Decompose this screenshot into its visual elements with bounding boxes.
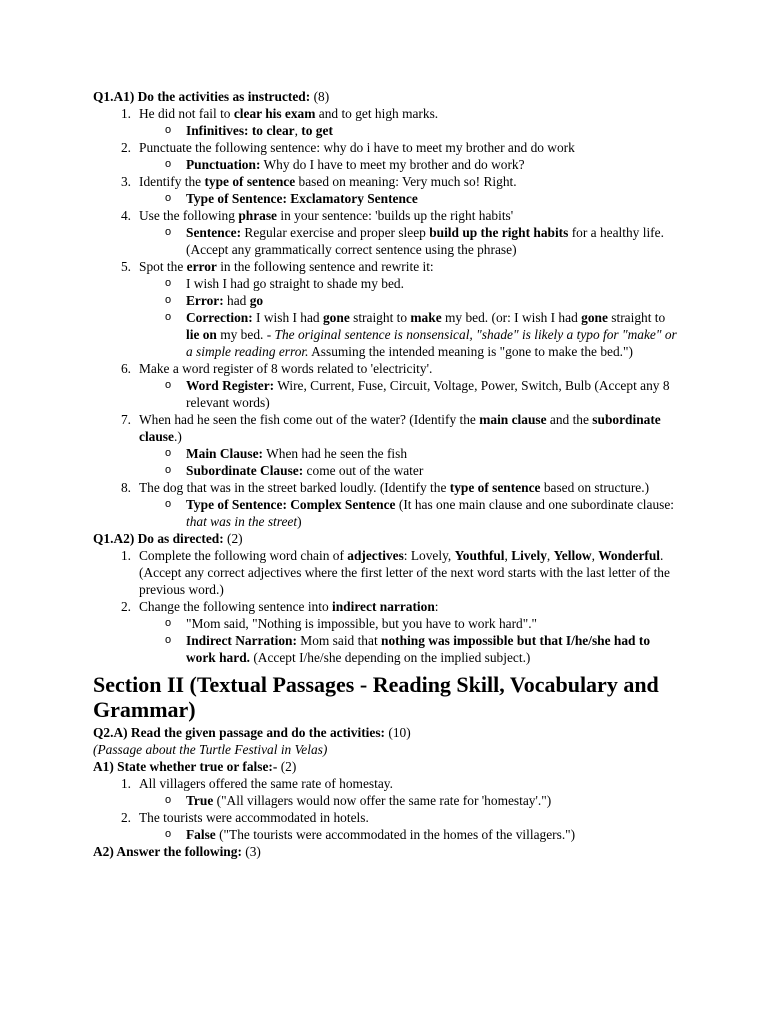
list-item: 6. Make a word register of 8 words related to 'electricity'. o Word Register: Wire, Current, Fuse, Circuit, Voltage, Power, Switch, Bulb (Accept any 8 relevant words) (93, 360, 678, 411)
passage-note: (Passage about the Turtle Festival in Velas) (93, 742, 328, 757)
sub-item: o True ("All villagers would now offer the same rate for 'homestay'.") (165, 793, 552, 808)
sub-item: o Error: had go (165, 293, 264, 308)
sub-item: o Infinitives: to clear, to get (165, 123, 333, 138)
sub-item: o Punctuation: Why do I have to meet my brother and do work? (165, 157, 525, 172)
sub-item: o "Mom said, "Nothing is impossible, but you have to work hard"." (165, 616, 538, 631)
section-heading: Section II (Textual Passages - Reading Skill, Vocabulary and Grammar) (93, 672, 659, 722)
sub-item: o Sentence: Regular exercise and proper sleep build up the right habits for a healthy life. (Accept any grammatically correct sentence using the phrase) (165, 225, 664, 257)
list-item: 7. When had he seen the fish come out of the water? (Identify the main clause and the subordinate clause.) o Main Clause: When had he seen the fish o Subordinate Clause: come out of the water (93, 411, 678, 479)
sub-item: o Type of Sentence: Exclamatory Sentence (165, 191, 418, 206)
q1a2-heading: Q1.A2) Do as directed: (2) (93, 531, 243, 546)
q1a1-list (93, 105, 678, 530)
sub-item: o Word Register: Wire, Current, Fuse, Circuit, Voltage, Power, Switch, Bulb (Accept any 8 relevant words) (165, 378, 670, 410)
sub-item: o Indirect Narration: Mom said that nothing was impossible but that I/he/she had to work hard. (Accept I/he/she depending on the implied subject.) (165, 633, 651, 665)
list-item: 2. The tourists were accommodated in hotels. o False ("The tourists were accommodated in the homes of the villagers.") (93, 809, 678, 843)
list-item: 2. Change the following sentence into indirect narration: o "Mom said, "Nothing is impossible, but you have to work hard"." o Indirect Narration: Mom said that nothing was impossible but that I/he/she had to work hard. (Accept I/he/she depending on the implied subject.) (93, 598, 678, 666)
sub-item: o False ("The tourists were accommodated in the homes of the villagers.") (165, 827, 576, 842)
q1a2-list (93, 547, 678, 666)
list-item: 3. Identify the type of sentence based on meaning: Very much so! Right. o Type of Sentence: Exclamatory Sentence (93, 173, 678, 207)
list-item: 1. He did not fail to clear his exam and to get high marks. o Infinitives: to clear, to get (93, 105, 678, 139)
list-item: 5. Spot the error in the following sentence and rewrite it: o I wish I had go straight to shade my bed. o Error: had go o Correction: I wish I had gone straight to make my bed. (or: I wish I had gone straight to lie on my bed. - The original sentence is nonsensical, "shade" is likely a typo for "make" or a simple reading error. Assuming the intended meaning is "gone to make the bed.") (120, 259, 677, 359)
sub-item: o Main Clause: When had he seen the fish (165, 446, 408, 461)
q2a-heading: Q2.A) Read the given passage and do the activities: (10) (93, 725, 411, 740)
q1a1-heading: Q1.A1) Do the activities as instructed: (8) (93, 89, 330, 104)
a1-heading: A1) State whether true or false:- (2) (93, 759, 297, 774)
sub-item: o I wish I had go straight to shade my bed. (165, 276, 404, 291)
sub-item: o Correction: I wish I had gone straight to make my bed. (or: I wish I had gone straight to lie on my bed. - The original sentence is nonsensical, "shade" is likely a typo for "make" or a simple reading error. Assuming the intended meaning is "gone to make the bed.") (165, 310, 677, 359)
list-item: 1. All villagers offered the same rate of homestay. o True ("All villagers would now offer the same rate for 'homestay'.") (93, 775, 678, 809)
a2-heading: A2) Answer the following: (3) (93, 844, 261, 859)
a1-list (93, 775, 678, 843)
list-item: 8. The dog that was in the street barked loudly. (Identify the type of sentence based on structure.) o Type of Sentence: Complex Sentence (It has one main clause and one subordinate clause: that was in the street) (93, 479, 678, 530)
list-item: 1. Complete the following word chain of adjectives: Lovely, Youthful, Lively, Yellow, Wonderful. (Accept any correct adjectives where the first letter of the next word starts with the last letter of the previous word.) (120, 548, 670, 597)
list-item: 2. Punctuate the following sentence: why do i have to meet my brother and do work o Punctuation: Why do I have to meet my brother and do work? (93, 139, 678, 173)
sub-item: o Type of Sentence: Complex Sentence (It has one main clause and one subordinate clause: that was in the street) (165, 497, 675, 529)
list-item: 4. Use the following phrase in your sentence: 'builds up the right habits' o Sentence: Regular exercise and proper sleep build up the right habits for a healthy life. (Accept any grammatically correct sentence using the phrase) (93, 207, 678, 258)
sub-item: o Subordinate Clause: come out of the water (165, 463, 424, 478)
